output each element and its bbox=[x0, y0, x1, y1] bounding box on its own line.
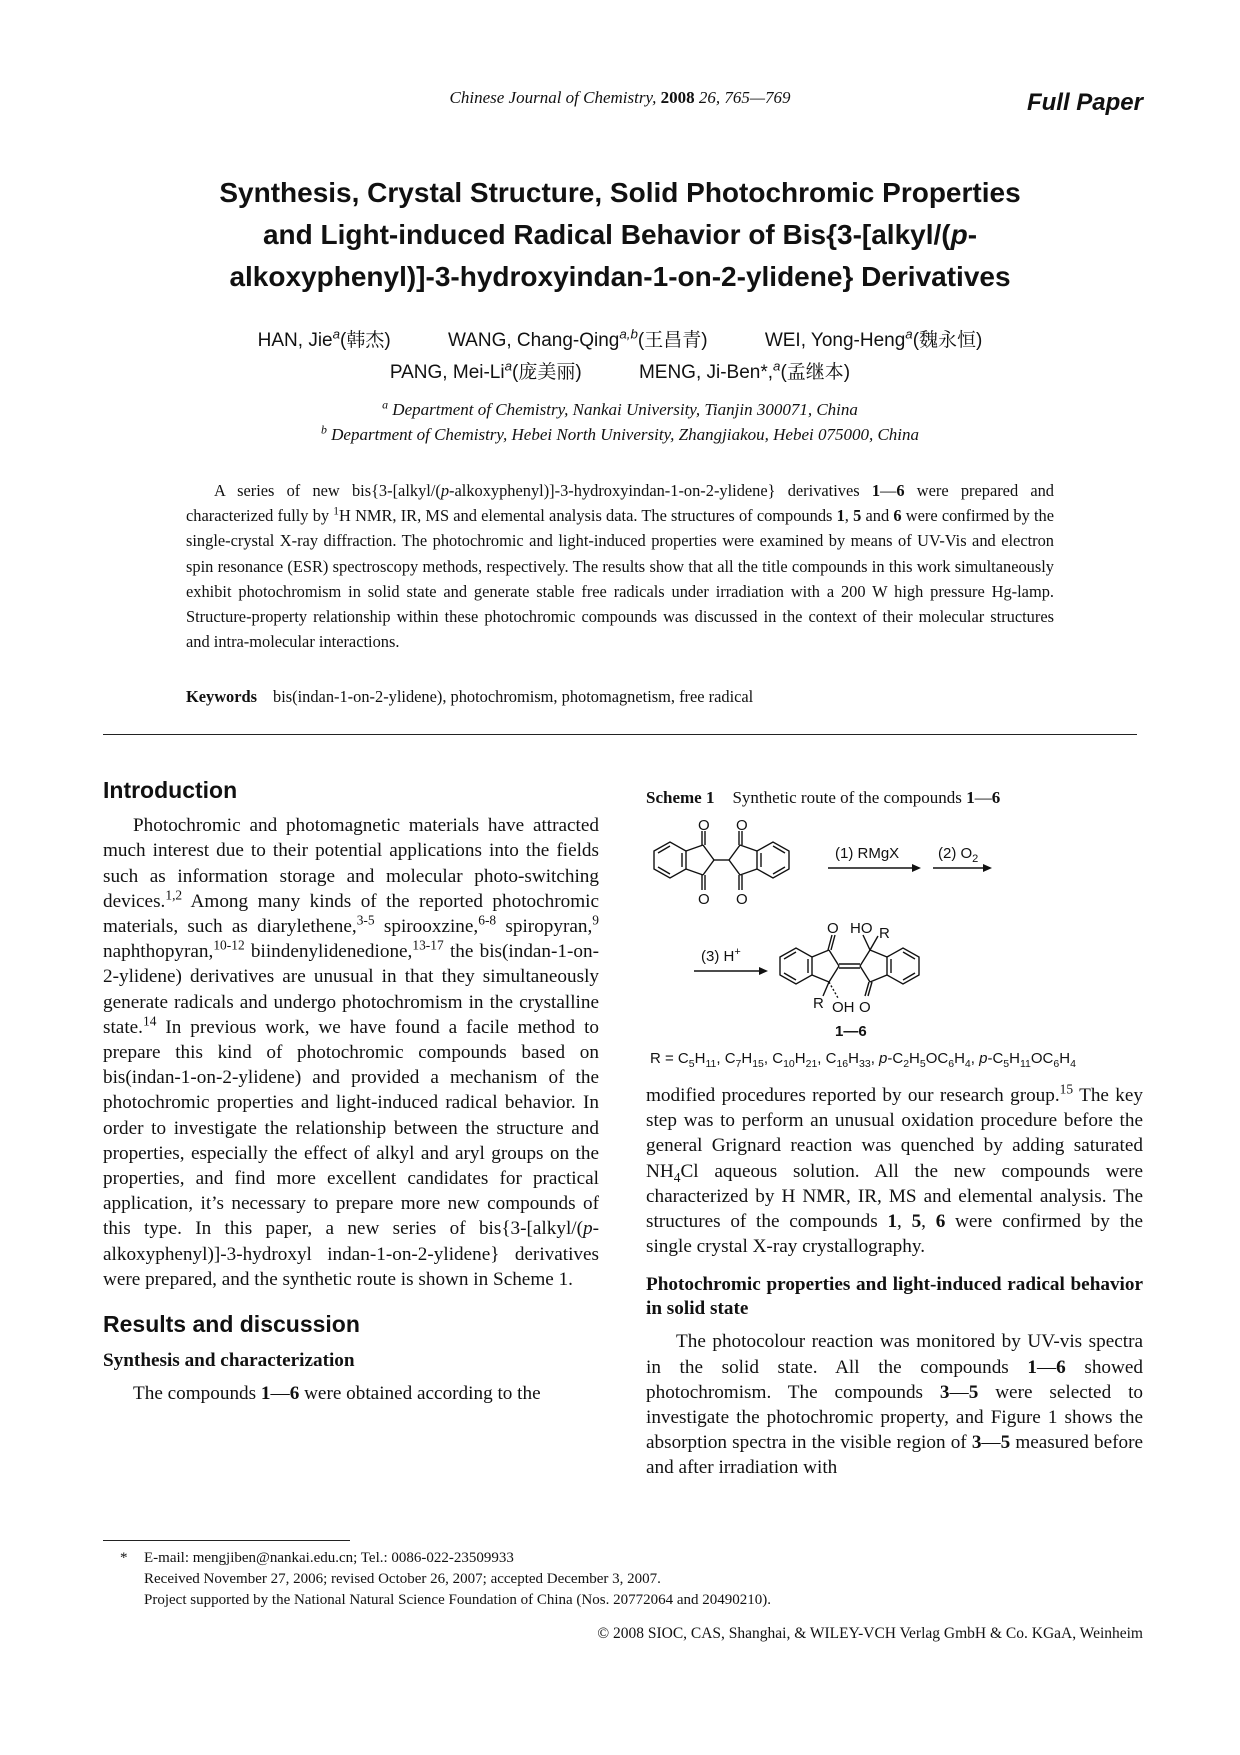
atom-label: R bbox=[879, 925, 890, 942]
keywords-label: Keywords bbox=[186, 687, 258, 706]
introduction-heading: Introduction bbox=[103, 777, 238, 803]
article-type: Full Paper bbox=[1026, 89, 1143, 116]
author: WANG, Chang-Qing$^{a,b}$(王昌青) bbox=[447, 326, 708, 351]
footnotes bbox=[120, 1548, 771, 1611]
author: MENG, Ji-Ben*,$^a$(孟继本) bbox=[638, 358, 851, 383]
synthesis-paragraph: The compounds 1—6 were obtained according to the bbox=[133, 1383, 541, 1405]
footnote-email: * E-mail: mengjiben@nankai.edu.cn; Tel.: 0086-022-23509933 bbox=[120, 1550, 514, 1566]
abstract: A series of new bis{3-[alkyl/(p-alkoxyphenyl)]-3-hydroxyindan-1-on-2-ylidene} derivatives 1—6 were prepared and characterized fully by $^1$H NMR, IR, MS and elemental analysis data. The structures of compounds 1, 5 and 6 were confirmed by the single-crystal X-ray diffraction. The photochromic and light-induced properties were examined by means of UV-Vis and electron spin resonance (ESR) spectroscopy methods, respectively. The results show that all the title compounds in this work simultaneously exhibit photochromism in solid state and generate stable free radicals under irradiation with a 200 W high pressure Hg-lamp. Structure-property relationship within these photochromic compounds was discussed in the context of their molecular structures and intra-molecular interactions. bbox=[186, 481, 1054, 652]
step-2-label: (2) $O_2$ bbox=[938, 845, 979, 865]
substituent-list: $R = C_5H_{11}$, $C_7H_{15}$, $C_{10}H_{21}$, $C_{16}H_{33}$, $p-C_2H_5OC_6H_4$, $p-C_5H_{11}OC_6H_4$ bbox=[650, 1050, 1076, 1070]
step-3-label: (3) H+ bbox=[701, 946, 741, 965]
affiliations bbox=[150, 397, 1090, 447]
reactant-left-ring bbox=[654, 831, 714, 890]
arrow-head bbox=[759, 967, 768, 975]
affiliation: $^a$ Department of Chemistry, Nankai University, Tianjin 300071, China bbox=[382, 397, 858, 419]
synthetic-scheme-diagram bbox=[645, 818, 1135, 1043]
section-divider bbox=[103, 734, 1137, 735]
title-line-1: Synthesis, Crystal Structure, Solid Photochromic Properties bbox=[219, 177, 1021, 208]
introduction-paragraph: Photochromic and photomagnetic materials have attracted much interest due to their potential applications into the fields such as information storage and molecular photo-switching devices.$^{1,2}$ Among many kinds of the reported photochromic materials, such as diarylethene,$^{3-5}$ spirooxzine,$^{6-8}$ spiropyran,$^9$ naphthopyran,$^{10-12}$ biindenylidenedione,$^{13-17}$ the bis(indan-1-on-2-ylidene) derivatives are unusual in that they simultaneously generate radicals and undergo photochromism in the crystalline state.$^{14}$ In previous work, we have found a facile method to prepare this kind of photochromic compounds based on bis(indan-1-on-2-ylidene) and provided a mechanism of the photochromic properties and light-induced radical behavior. In order to investigate the relationship between the structure and properties, especially the effect of alkyl and aryl groups on the properties, and find more excellent candidates for practical application, it’s necessary to prepare more new compounds of this type. In this paper, a new series of bis{3-[alkyl/(p-alkoxyphenyl)]-3-hydroxyl indan-1-on-2-ylidene} derivatives were prepared, and the synthetic route is shown in Scheme 1. bbox=[103, 815, 599, 1290]
author-list bbox=[150, 325, 1090, 389]
photochromic-paragraph: The photocolour reaction was monitored by UV-vis spectra in the solid state. All the compounds 1—6 showed photochromism. The compounds 3—5 were selected to investigate the photochromic property, and Figure 1 shows the absorption spectra in the visible region of 3—5 measured before and after irradiation with bbox=[646, 1331, 1143, 1479]
atom-label: R bbox=[813, 995, 824, 1012]
author: PANG, Mei-Li$^a$(庞美丽) bbox=[389, 358, 582, 383]
affiliation: $^b$ Department of Chemistry, Hebei North University, Zhangjiakou, Hebei 075000, China bbox=[320, 422, 920, 444]
reactant-right-ring bbox=[729, 831, 789, 890]
left-column bbox=[103, 778, 599, 1406]
atom-label: O bbox=[736, 818, 748, 834]
title-line-2: and Light-induced Radical Behavior of Bis{3-[alkyl/(p- bbox=[262, 219, 978, 250]
author: HAN, Jie$^a$(韩杰) bbox=[257, 326, 391, 351]
product-label: 1—6 bbox=[835, 1023, 867, 1040]
footnote-divider bbox=[103, 1540, 350, 1541]
keywords-text: bis(indan-1-on-2-ylidene), photochromism, photomagnetism, free radical bbox=[273, 687, 754, 706]
journal-pages: 765—769 bbox=[724, 88, 791, 107]
atom-label: HO bbox=[850, 920, 873, 937]
journal-volume: 26, bbox=[698, 88, 721, 107]
product-left-ring bbox=[780, 935, 839, 998]
title-line-3: alkoxyphenyl)]-3-hydroxyindan-1-on-2-ylidene} Derivatives bbox=[229, 261, 1011, 292]
atom-label: O bbox=[698, 891, 710, 908]
copyright: © 2008 SIOC, CAS, Shanghai, & WILEY-VCH Verlag GmbH & Co. KGaA, Weinheim bbox=[597, 1625, 1143, 1642]
results-heading: Results and discussion bbox=[103, 1311, 360, 1338]
synthesis-subheading: Synthesis and characterization bbox=[103, 1350, 355, 1372]
right-column bbox=[646, 1083, 1143, 1481]
journal-year: 2008 bbox=[660, 88, 695, 107]
atom-label: OH bbox=[832, 999, 855, 1016]
atom-label: O bbox=[827, 920, 839, 937]
synthesis-paragraph-continued: modified procedures reported by our research group.$^{15}$ The key step was to perform an unusual oxidation procedure before the general Grignard reaction was quenched by adding saturated $NH_4Cl$ aqueous solution. All the new compounds were characterized by H NMR, IR, MS and elemental analysis. The structures of the compounds 1, 5, 6 were confirmed by the single crystal X-ray crystallography. bbox=[646, 1081, 1144, 1258]
scheme-caption: Scheme 1 Synthetic route of the compounds 1—6 bbox=[646, 788, 1001, 807]
photochromic-subheading: Photochromic properties and light-induced radical behavior in solid state bbox=[646, 1274, 1143, 1320]
journal-name: Chinese Journal of Chemistry, bbox=[449, 88, 657, 107]
atom-label: O bbox=[698, 818, 710, 834]
atom-label: O bbox=[859, 999, 871, 1016]
arrow-head bbox=[983, 864, 992, 872]
step-1-label: (1) RMgX bbox=[835, 845, 900, 862]
keywords bbox=[186, 687, 1054, 707]
arrow-head bbox=[912, 864, 921, 872]
footnote-funding: Project supported by the National Natural Science Foundation of China (Nos. 20772064 and 20490210). bbox=[144, 1592, 771, 1608]
author: WEI, Yong-Heng$^a$(魏永恒) bbox=[764, 326, 983, 351]
footnote-received: Received November 27, 2006; revised October 26, 2007; accepted December 3, 2007. bbox=[144, 1571, 661, 1587]
atom-label: O bbox=[736, 891, 748, 908]
product-right-ring bbox=[860, 935, 919, 996]
paper-title bbox=[150, 172, 1090, 298]
